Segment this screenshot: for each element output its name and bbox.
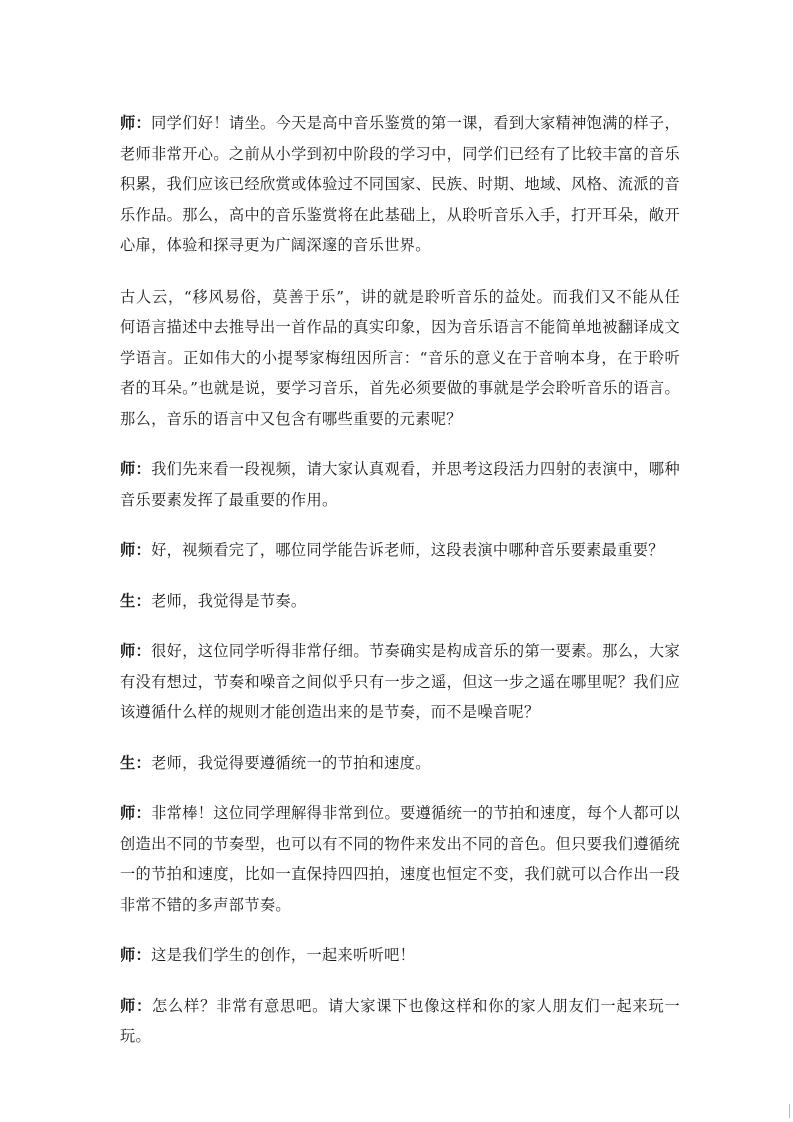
paragraph-text: 我们先来看一段视频，请大家认真观看，并思考这段活力四射的表演中，哪种音乐要素发挥了最重要的作用。 — [120, 460, 681, 509]
paragraph-teacher-greeting — [120, 108, 680, 261]
document-body — [120, 108, 680, 1072]
paragraph-student-answer — [120, 586, 680, 617]
page-corner-mark — [789, 1104, 790, 1118]
paragraph-text: 好，视频看完了，哪位同学能告诉老师，这段表演中哪种音乐要素最重要？ — [151, 541, 664, 559]
speaker-label: 师： — [120, 804, 152, 822]
paragraph-text: 老师，我觉得要遵循统一的节拍和速度。 — [151, 753, 431, 772]
speaker-label: 生： — [120, 591, 152, 610]
speaker-label: 师： — [120, 996, 153, 1015]
paragraph-teacher-closing — [120, 991, 680, 1052]
paragraph-teacher-listen — [120, 940, 680, 971]
paragraph-text: 怎么样？非常有意思吧。请大家课下也像这样和你的家人朋友们一起来玩一玩。 — [120, 996, 680, 1045]
speaker-label: 师： — [120, 114, 152, 132]
paragraph-teacher-rhythm — [120, 636, 680, 728]
paragraph-student-tempo — [120, 748, 680, 779]
paragraph-text: 非常棒！这位同学理解得非常到位。要遵循统一的节拍和速度，每个人都可以创造出不同的节奏型，也可以有不同的物件来发出不同的音色。但只要我们遵循统一的节拍和速度，比如一直保持四四拍，速度也恒定不变，我们就可以合作出一段非常不错的多声部节奏。 — [120, 804, 681, 914]
speaker-label: 师： — [120, 460, 152, 478]
paragraph-narration — [120, 282, 680, 435]
paragraph-text: 这是我们学生的创作，一起来听听吧！ — [151, 946, 416, 964]
paragraph-text: 古人云，“移风易俗，莫善于乐”，讲的就是聆听音乐的益处。而我们又不能从任何语言描述中去推导出一首作品的真实印象，因为音乐语言不能简单地被翻译成文学语言。正如伟大的小提琴家梅纽因所言：“音乐的意义在于音响本身，在于聆听者的耳朵。”也就是说，要学习音乐，首先必须要做的事就是学会聆听音乐的语言。那么，音乐的语言中又包含有哪些重要的元素呢？ — [120, 287, 680, 428]
speaker-label: 师： — [120, 541, 152, 559]
paragraph-teacher-praise — [120, 798, 680, 920]
paragraph-text: 老师，我觉得是节奏。 — [151, 591, 307, 610]
paragraph-text: 很好，这位同学听得非常仔细。节奏确实是构成音乐的第一要素。那么，大家有没有想过，节奏和噪音之间似乎只有一步之遥，但这一步之遥在哪里呢？我们应该遵循什么样的规则才能创造出来的是节奏，而不是噪音呢？ — [120, 642, 681, 721]
speaker-label: 生： — [120, 753, 152, 772]
paragraph-teacher-video — [120, 454, 680, 515]
paragraph-text: 同学们好！请坐。今天是高中音乐鉴赏的第一课，看到大家精神饱满的样子，老师非常开心。之前从小学到初中阶段的学习中，同学们已经有了比较丰富的音乐积累，我们应该已经欣赏或体验过不同国家、民族、时期、地域、风格、流派的音乐作品。那么，高中的音乐鉴赏将在此基础上，从聆听音乐入手，打开耳朵，敞开心扉，体验和探寻更为广阔深邃的音乐世界。 — [120, 114, 681, 254]
speaker-label: 师： — [120, 946, 152, 964]
paragraph-teacher-question — [120, 535, 680, 566]
speaker-label: 师： — [120, 642, 152, 660]
